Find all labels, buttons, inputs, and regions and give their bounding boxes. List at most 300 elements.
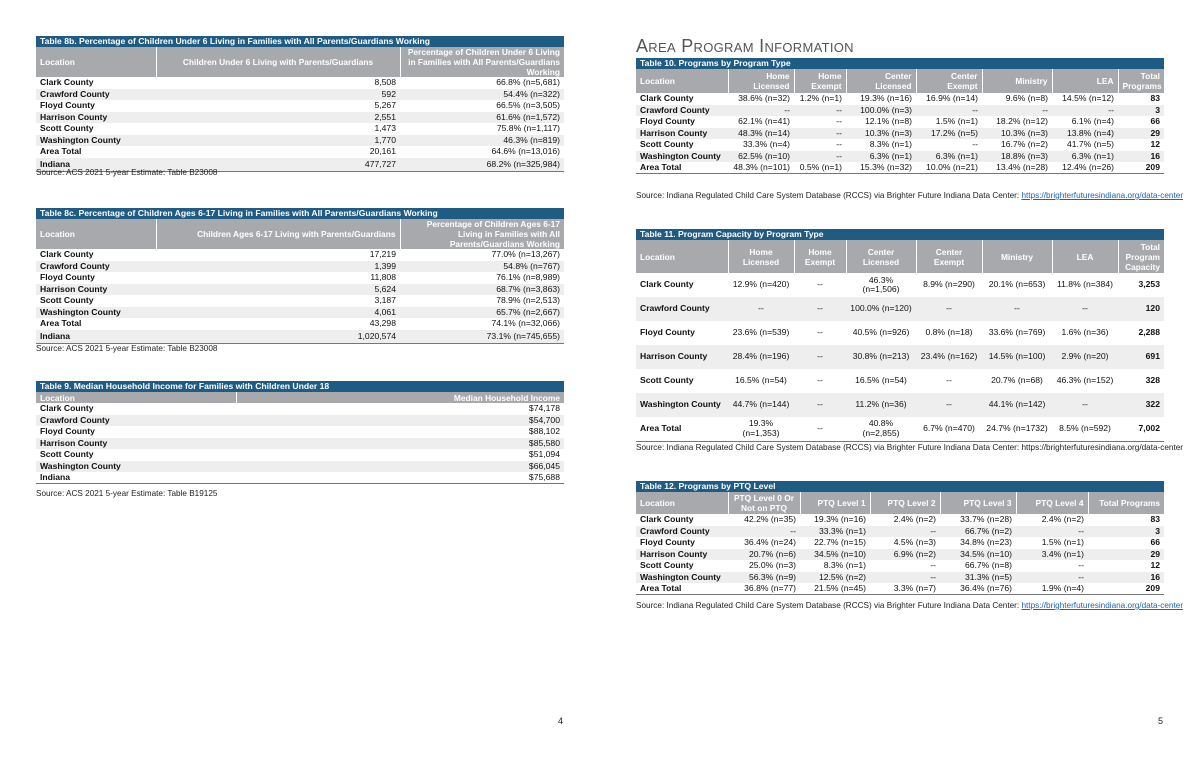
table-cell: 12.9% (n=420)	[732, 279, 790, 290]
row-label: Clark County	[40, 77, 94, 87]
table-row	[636, 297, 1164, 321]
table-cell: 20.7% (n=68)	[991, 375, 1043, 386]
column-header: Home Exempt	[794, 69, 846, 93]
table-cell: --	[1052, 105, 1118, 117]
table-cell: 2.4% (n=2)	[1041, 514, 1084, 524]
table-cell: --	[930, 560, 936, 570]
table-source	[636, 191, 1183, 201]
row-label: Harrison County	[36, 112, 156, 124]
row-label: Scott County	[40, 449, 94, 459]
table-cell: 1.5% (n=1)	[1041, 537, 1084, 547]
table-row	[36, 438, 564, 450]
table-cell: 9.6% (n=8)	[1005, 93, 1048, 103]
table-row	[36, 284, 564, 296]
table-cell: 78.9% (n=2,513)	[496, 295, 560, 305]
table-row	[636, 273, 1164, 297]
table-title: Table 10. Programs by Program Type	[636, 58, 1164, 69]
table-cell: 12.5% (n=2)	[800, 572, 870, 584]
table-cell: 18.2% (n=12)	[996, 116, 1048, 126]
table-cell: --	[794, 105, 846, 117]
row-label: Crawford County	[36, 89, 156, 101]
table-cell: 42.2% (n=35)	[744, 514, 796, 524]
table-cell: 1,399	[156, 261, 400, 273]
table-cell: 1.2% (n=1)	[799, 93, 842, 103]
table-cell: 48.3% (n=14)	[728, 128, 794, 140]
table-cell: 66.7% (n=2)	[940, 526, 1016, 538]
table-8c	[36, 208, 564, 344]
table-cell: 66.5% (n=3,505)	[496, 100, 560, 110]
table-cell: 77.0% (n=13,267)	[491, 249, 560, 259]
table-cell: --	[836, 116, 842, 126]
table-cell: --	[946, 375, 952, 386]
page-number: 5	[1158, 716, 1164, 726]
source-text: Source: Indiana Regulated Child Care System Database (RCCS) via Brighter Future Indiana Data Center:	[636, 191, 1022, 200]
row-label: Clark County	[640, 279, 694, 290]
table-cell: 36.8% (n=77)	[728, 583, 800, 595]
table-cell: $88,102	[528, 426, 560, 436]
table-title: Table 12. Programs by PTQ Level	[636, 481, 1164, 492]
table-cell: --	[870, 526, 940, 538]
table-cell: 25.0% (n=3)	[748, 560, 796, 570]
section-heading: Area Program Information	[636, 36, 854, 56]
table-row	[36, 461, 564, 473]
row-label: Area Total	[40, 318, 82, 328]
table-cell: --	[728, 526, 800, 538]
table-cell: --	[728, 297, 794, 321]
table-cell: 74.1% (n=32,066)	[491, 318, 560, 328]
table-source: Source: Indiana Regulated Child Care System Database (RCCS) via Brighter Future Indiana Data Center: https://brighterfuturesindiana.org/data-center	[636, 443, 1184, 452]
table-cell: 33.3% (n=1)	[800, 526, 870, 538]
table-title: Table 8c. Percentage of Children Ages 6-17 Living in Families with All Parents/Guardians Working	[36, 208, 564, 219]
table-cell: 19.3% (n=16)	[860, 93, 912, 103]
table-cell: 44.7% (n=144)	[728, 393, 794, 417]
table-row	[636, 116, 1164, 128]
table-title: Table 8b. Percentage of Children Under 6 Living in Families with All Parents/Guardians Working	[36, 36, 564, 47]
table-cell: 75.8% (n=1,117)	[496, 123, 560, 133]
row-label: Washington County	[636, 393, 728, 417]
table-cell: 19.3% (n=1,353)	[728, 417, 794, 441]
table-cell: --	[916, 393, 982, 417]
table-cell: --	[836, 139, 842, 149]
table-row	[636, 93, 1164, 105]
column-header: Total Programs	[1088, 492, 1164, 514]
table-cell: 34.5% (n=10)	[800, 549, 870, 561]
table-row	[636, 151, 1164, 163]
row-label: Crawford County	[636, 297, 728, 321]
table-cell: 46.3% (n=819)	[400, 135, 564, 147]
row-label: Crawford County	[36, 415, 236, 427]
column-header: Center Exempt	[916, 69, 982, 93]
column-header: PTQ Level 4	[1016, 492, 1088, 514]
column-header: Percentage of Children Under 6 Living in Families with All Parents/Guardians Working	[400, 47, 564, 77]
table-cell: 46.3% (n=1,506)	[862, 274, 900, 294]
table-cell: 8.3% (n=1)	[823, 560, 866, 570]
table-source: Source: ACS 2021 5-year Estimate: Table B19125	[36, 489, 218, 498]
table-cell: $66,045	[236, 461, 564, 473]
table-cell: 6.9% (n=2)	[870, 549, 940, 561]
table-cell: 0.8% (n=18)	[925, 327, 973, 338]
column-header: Percentage of Children Ages 6-17 Living in Families with All Parents/Guardians Working	[400, 219, 564, 249]
table-cell: 22.7% (n=15)	[814, 537, 866, 547]
table-cell: 21.5% (n=45)	[800, 583, 870, 595]
table-row	[636, 537, 1164, 549]
source-link[interactable]: https://brighterfuturesindiana.org/data-center	[1021, 601, 1184, 610]
table-body	[36, 77, 564, 172]
table-cell: 83	[1150, 93, 1160, 103]
table-row	[636, 321, 1164, 345]
table-cell: 3.3% (n=7)	[870, 583, 940, 595]
table-cell: 3,253	[1138, 279, 1160, 290]
table-cell: 64.6% (n=13,016)	[491, 146, 560, 156]
column-header: Home Licensed	[728, 240, 794, 273]
table-cell: 66.7% (n=8)	[964, 560, 1012, 570]
column-header: Location	[36, 47, 156, 77]
table-cell: 34.8% (n=23)	[960, 537, 1012, 547]
column-header: Location	[636, 492, 728, 514]
table-title: Table 9. Median Household Income for Families with Children Under 18	[36, 381, 564, 392]
column-header: Location	[636, 69, 728, 93]
table-row	[36, 272, 564, 284]
table-cell: 16	[1088, 572, 1164, 584]
table-row	[36, 330, 564, 344]
table-cell: 16.5% (n=54)	[855, 375, 907, 386]
table-cell: 23.6% (n=539)	[732, 327, 790, 338]
table-cell: 328	[1145, 375, 1160, 386]
column-header: Center Licensed	[846, 240, 916, 273]
table-row	[36, 295, 564, 307]
table-row	[636, 139, 1164, 151]
table-cell: 29	[1088, 549, 1164, 561]
table-row	[636, 583, 1164, 595]
table-cell: --	[728, 105, 794, 117]
table-cell: --	[972, 139, 978, 149]
table-cell: 322	[1118, 393, 1164, 417]
table-source: Source: ACS 2021 5-year Estimate: Table B23008	[36, 344, 218, 353]
row-label: Clark County	[640, 514, 694, 524]
row-label: Area Total	[636, 583, 728, 595]
table-cell: 592	[156, 89, 400, 101]
table-cell: 68.7% (n=3,863)	[400, 284, 564, 296]
row-label: Scott County	[640, 139, 694, 149]
table-cell: 61.6% (n=1,572)	[400, 112, 564, 124]
table-cell: 12	[1150, 560, 1160, 570]
table-cell: 17,219	[369, 249, 396, 259]
table-cell: 6.3% (n=1)	[916, 151, 982, 163]
table-row	[36, 100, 564, 112]
table-12	[636, 481, 1164, 595]
table-cell: 1.9% (n=4)	[1016, 583, 1088, 595]
table-row	[36, 318, 564, 330]
column-header: Location	[36, 219, 156, 249]
table-cell: 36.4% (n=24)	[744, 537, 796, 547]
column-header: Total Programs	[1118, 69, 1164, 93]
column-header: Center Licensed	[846, 69, 916, 93]
row-label: Washington County	[636, 151, 728, 163]
table-cell: 11.8% (n=384)	[1057, 279, 1113, 290]
table-cell: 65.7% (n=2,667)	[400, 307, 564, 319]
table-cell: 1.5% (n=1)	[935, 116, 978, 126]
table-cell: 8.9% (n=290)	[923, 279, 975, 290]
table-source: Source: ACS 2021 5-year Estimate: Table B23008	[36, 168, 218, 177]
table-cell: 2.4% (n=2)	[893, 514, 936, 524]
table-cell: 2.9% (n=20)	[1052, 345, 1118, 369]
column-header: PTQ Level 2	[870, 492, 940, 514]
table-cell: 1.6% (n=36)	[1061, 327, 1109, 338]
table-cell: 6.1% (n=4)	[1071, 116, 1114, 126]
row-label: Harrison County	[636, 345, 728, 369]
table-cell: 209	[1088, 583, 1164, 595]
table-cell: 120	[1118, 297, 1164, 321]
column-header: Total Program Capacity	[1118, 240, 1164, 273]
column-header: Ministry	[982, 69, 1052, 93]
table-cell: 66	[1150, 537, 1160, 547]
row-label: Floyd County	[40, 426, 95, 436]
table-11	[636, 229, 1164, 442]
table-cell: 24.7% (n=1732)	[982, 417, 1052, 441]
table-cell: 6.3% (n=1)	[846, 151, 916, 163]
table-cell: 1,473	[374, 123, 396, 133]
row-label: Scott County	[640, 560, 694, 570]
table-cell: 11.2% (n=36)	[846, 393, 916, 417]
column-header: LEA	[1052, 69, 1118, 93]
table-cell: $74,178	[528, 403, 560, 413]
table-cell: 66.8% (n=5,681)	[496, 77, 560, 87]
table-cell: --	[794, 393, 846, 417]
table-cell: 15.3% (n=32)	[846, 162, 916, 174]
row-label: Crawford County	[636, 526, 728, 538]
column-header: Location	[636, 240, 728, 273]
row-label: Clark County	[40, 249, 94, 259]
table-cell: 2,288	[1138, 327, 1160, 338]
table-cell: 62.5% (n=10)	[728, 151, 794, 163]
column-header: Children Under 6 Living with Parents/Guardians	[156, 47, 400, 77]
row-label: Scott County	[40, 295, 94, 305]
table-cell: --	[817, 375, 823, 386]
table-cell: 76.1% (n=8,989)	[496, 272, 560, 282]
table-cell: $54,700	[236, 415, 564, 427]
table-row	[36, 112, 564, 124]
table-row	[36, 426, 564, 438]
table-source	[636, 601, 1183, 611]
source-text: Source: Indiana Regulated Child Care System Database (RCCS) via Brighter Future Indiana Data Center:	[636, 601, 1022, 610]
table-cell: 477,727	[156, 158, 400, 172]
table-cell: 12	[1150, 139, 1160, 149]
table-body	[36, 403, 564, 484]
table-cell: 12.4% (n=26)	[1052, 162, 1118, 174]
column-header: Center Exempt	[916, 240, 982, 273]
table-cell: 54.4% (n=322)	[400, 89, 564, 101]
column-header: Children Ages 6-17 Living with Parents/Guardians	[156, 219, 400, 249]
table-cell: --	[1052, 393, 1118, 417]
table-cell: 17.2% (n=5)	[916, 128, 982, 140]
table-cell: 33.7% (n=28)	[960, 514, 1012, 524]
table-cell: --	[794, 417, 846, 441]
column-header: Location	[36, 392, 236, 403]
table-cell: 3	[1118, 105, 1164, 117]
page-number: 4	[558, 716, 564, 726]
table-row	[36, 261, 564, 273]
row-label: Clark County	[640, 93, 694, 103]
table-cell: 28.4% (n=196)	[728, 345, 794, 369]
row-label: Floyd County	[40, 100, 95, 110]
row-label: Indiana	[36, 158, 156, 172]
row-label: Floyd County	[640, 537, 695, 547]
table-cell: 5,624	[156, 284, 400, 296]
table-cell: --	[982, 105, 1052, 117]
table-cell: 20.1% (n=653)	[988, 279, 1046, 290]
table-cell: 23.4% (n=162)	[916, 345, 982, 369]
table-body	[636, 273, 1164, 441]
table-cell: 4.5% (n=3)	[893, 537, 936, 547]
table-cell: --	[1052, 297, 1118, 321]
table-row	[636, 549, 1164, 561]
column-header: Home Exempt	[794, 240, 846, 273]
table-cell: --	[794, 128, 846, 140]
table-cell: 11,808	[370, 272, 396, 282]
table-cell: 48.3% (n=101)	[728, 162, 794, 174]
table-row	[636, 345, 1164, 369]
row-label: Area Total	[40, 146, 82, 156]
table-row	[636, 514, 1164, 526]
table-cell: 10.3% (n=3)	[846, 128, 916, 140]
table-cell: 1,020,574	[156, 330, 400, 344]
table-10	[636, 58, 1164, 174]
table-cell: $75,688	[236, 472, 564, 484]
table-cell: 29	[1118, 128, 1164, 140]
source-link[interactable]: https://brighterfuturesindiana.org/data-center	[1021, 191, 1184, 200]
row-label: Washington County	[36, 307, 156, 319]
table-cell: 3,187	[374, 295, 396, 305]
table-cell: 73.1% (n=745,655)	[400, 330, 564, 344]
column-header: Median Household Income	[236, 392, 564, 403]
table-cell: --	[817, 327, 823, 338]
table-body	[36, 249, 564, 344]
table-cell: --	[794, 345, 846, 369]
table-row	[36, 415, 564, 427]
table-cell: 1,770	[156, 135, 400, 147]
table-cell: --	[1078, 560, 1084, 570]
table-cell: 16.5% (n=54)	[735, 375, 787, 386]
table-cell: 43,298	[369, 318, 396, 328]
right-page	[600, 0, 1200, 776]
table-cell: 36.4% (n=76)	[940, 583, 1016, 595]
table-cell: 7,002	[1118, 417, 1164, 441]
table-row	[636, 572, 1164, 584]
table-cell: 19.3% (n=16)	[814, 514, 866, 524]
table-body	[636, 514, 1164, 595]
table-cell: 20.7% (n=6)	[728, 549, 800, 561]
table-cell: 16	[1118, 151, 1164, 163]
table-cell: 6.7% (n=470)	[916, 417, 982, 441]
table-cell: 18.8% (n=3)	[982, 151, 1052, 163]
table-cell: 14.5% (n=12)	[1062, 93, 1114, 103]
row-label: Scott County	[640, 375, 694, 386]
table-cell: --	[1016, 572, 1088, 584]
table-cell: --	[916, 297, 982, 321]
table-cell: 16.7% (n=2)	[1000, 139, 1048, 149]
table-cell: 33.6% (n=769)	[988, 327, 1046, 338]
table-row	[36, 135, 564, 147]
table-cell: 8.3% (n=1)	[869, 139, 912, 149]
table-cell: 13.8% (n=4)	[1052, 128, 1118, 140]
table-cell: 66	[1150, 116, 1160, 126]
row-label: Indiana	[36, 330, 156, 344]
table-cell: 83	[1150, 514, 1160, 524]
row-label: Crawford County	[36, 261, 156, 273]
column-header: PTQ Level 1	[800, 492, 870, 514]
table-cell: --	[817, 279, 823, 290]
table-row	[36, 89, 564, 101]
table-row	[636, 128, 1164, 140]
row-label: Floyd County	[640, 327, 695, 338]
table-cell: 38.6% (n=32)	[738, 93, 790, 103]
table-cell: 100.0% (n=120)	[846, 297, 916, 321]
table-row	[36, 472, 564, 484]
table-cell: 41.7% (n=5)	[1066, 139, 1114, 149]
table-row	[636, 369, 1164, 393]
table-cell: 0.5% (n=1)	[794, 162, 846, 174]
row-label: Indiana	[36, 472, 236, 484]
table-cell: 31.3% (n=5)	[940, 572, 1016, 584]
row-label: Crawford County	[636, 105, 728, 117]
table-cell: 68.2% (n=325,984)	[400, 158, 564, 172]
row-label: Area Total	[636, 162, 728, 174]
table-cell: 16.9% (n=14)	[926, 93, 978, 103]
row-label: Harrison County	[636, 549, 728, 561]
table-cell: 10.3% (n=3)	[982, 128, 1052, 140]
table-cell: $85,580	[236, 438, 564, 450]
table-cell: 56.3% (n=9)	[728, 572, 800, 584]
row-label: Floyd County	[40, 272, 95, 282]
row-label: Harrison County	[36, 284, 156, 296]
table-cell: 8.5% (n=592)	[1052, 417, 1118, 441]
table-cell: 3	[1088, 526, 1164, 538]
table-cell: 100.0% (n=3)	[846, 105, 916, 117]
row-label: Washington County	[36, 461, 236, 473]
row-label: Washington County	[636, 572, 728, 584]
table-row	[636, 393, 1164, 417]
table-row	[636, 560, 1164, 572]
table-cell: 20,161	[369, 146, 396, 156]
table-cell: 46.3% (n=152)	[1056, 375, 1114, 386]
table-body	[636, 93, 1164, 174]
table-cell: 30.8% (n=213)	[846, 345, 916, 369]
row-label: Washington County	[36, 135, 156, 147]
column-header: Ministry	[982, 240, 1052, 273]
table-cell: 5,267	[374, 100, 396, 110]
table-cell: --	[1016, 526, 1088, 538]
row-label: Harrison County	[36, 438, 236, 450]
table-cell: 6.3% (n=1)	[1052, 151, 1118, 163]
row-label: Floyd County	[640, 116, 695, 126]
table-cell: --	[794, 151, 846, 163]
table-title: Table 11. Program Capacity by Program Type	[636, 229, 1164, 240]
table-cell: 13.4% (n=28)	[982, 162, 1052, 174]
table-cell: --	[870, 572, 940, 584]
table-cell: 54.8% (n=767)	[400, 261, 564, 273]
table-cell: --	[982, 297, 1052, 321]
row-label: Area Total	[636, 417, 728, 441]
table-cell: 40.8% (n=2,855)	[846, 417, 916, 441]
table-cell: 14.5% (n=100)	[982, 345, 1052, 369]
table-cell: 209	[1118, 162, 1164, 174]
table-9	[36, 381, 564, 484]
table-cell: --	[794, 297, 846, 321]
row-label: Clark County	[40, 403, 94, 413]
table-cell: 691	[1118, 345, 1164, 369]
table-cell: 34.5% (n=10)	[940, 549, 1016, 561]
table-8b	[36, 36, 564, 172]
